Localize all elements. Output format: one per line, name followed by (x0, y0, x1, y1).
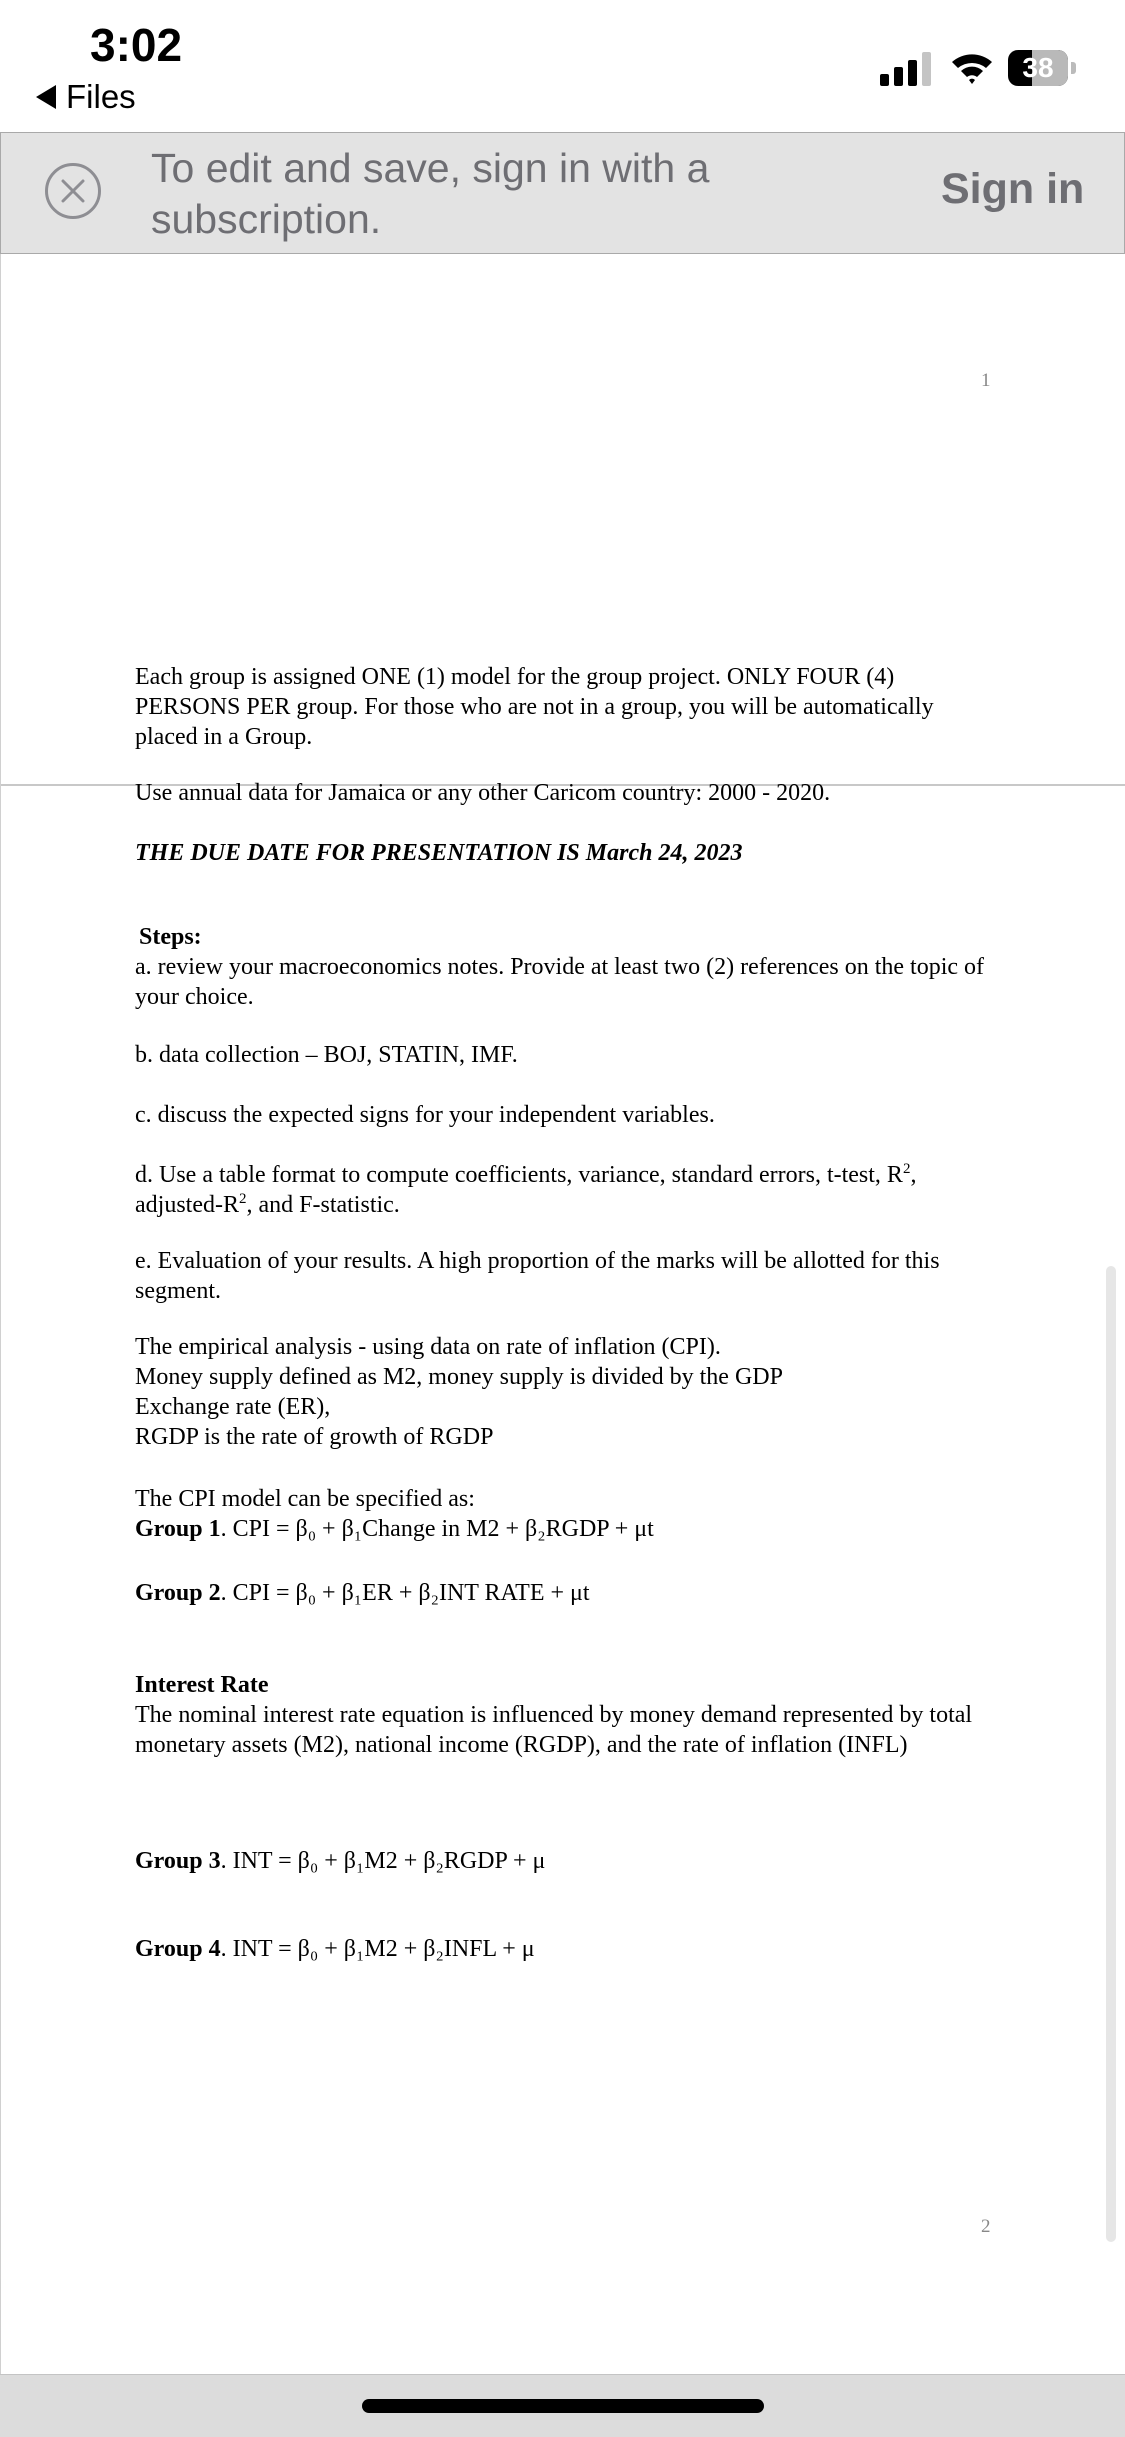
due-date: THE DUE DATE FOR PRESENTATION IS March 24, 2023 (135, 840, 743, 866)
step-c: c. discuss the expected signs for your independent variables. (135, 1102, 715, 1128)
step-e: e. Evaluation of your results. A high proportion of the marks will be allotted for this segment. (135, 1248, 940, 1304)
banner-message-line1: To edit and save, sign in with a (151, 145, 710, 191)
battery-icon (1008, 50, 1078, 86)
cpi-model (135, 1484, 654, 1544)
document-viewer[interactable] (0, 254, 1125, 2374)
wifi-icon (950, 50, 994, 86)
group-1-label: Group 1 (135, 1516, 221, 1542)
step-b: b. data collection – BOJ, STATIN, IMF. (135, 1042, 518, 1068)
group-2-equation (135, 1578, 590, 1608)
interest-rate-heading: Interest Rate (135, 1672, 269, 1698)
back-to-files-button[interactable] (36, 78, 136, 116)
group-4-label: Group 4 (135, 1936, 221, 1962)
intro-paragraph: Each group is assigned ONE (1) model for the group project. ONLY FOUR (4) PERSONS PER group. For those who are not in a group, you will be automatically placed in a Group. (135, 664, 934, 750)
page-number-1: 1 (981, 370, 991, 391)
scrollbar[interactable] (1106, 1266, 1116, 2242)
step-d-superscript-2: 2 (238, 1191, 247, 1207)
group-1-formula: . CPI = β₀ + β₁Change in M2 + β₂RGDP + μt (220, 1516, 654, 1542)
page-number-2: 2 (981, 2216, 991, 2237)
step-d-adjusted: adjusted-R (135, 1192, 239, 1218)
group-2-label: Group 2 (135, 1580, 221, 1606)
banner-message-line2: subscription. (151, 196, 382, 242)
group-1-equation (135, 1514, 654, 1544)
step-d-end: , and F-statistic. (246, 1192, 400, 1218)
empirical-line-3: Exchange rate (ER), (135, 1394, 331, 1420)
sign-in-button[interactable]: Sign in (941, 165, 1085, 213)
step-d (135, 1160, 916, 1220)
subscription-banner (0, 132, 1125, 254)
banner-message (151, 143, 791, 245)
step-d-comma: , (910, 1162, 917, 1188)
group-4-formula: . INT = β₀ + β₁M2 + β₂INFL + μ (220, 1936, 535, 1962)
group-4-equation (135, 1934, 535, 1964)
close-icon (61, 179, 85, 203)
back-arrow-icon (36, 85, 56, 109)
group-2-formula: . CPI = β₀ + β₁ER + β₂INT RATE + μt (220, 1580, 590, 1606)
back-label: Files (66, 78, 136, 115)
group-3-label: Group 3 (135, 1848, 221, 1874)
data-note: Use annual data for Jamaica or any other Caricom country: 2000 - 2020. (135, 780, 831, 806)
steps-heading: Steps: (139, 924, 202, 950)
empirical-analysis (135, 1332, 783, 1452)
status-bar (0, 0, 1125, 130)
cellular-signal-icon (880, 52, 936, 86)
group-3-equation (135, 1846, 545, 1876)
status-time: 3:02 (90, 19, 183, 71)
step-a: a. review your macroeconomics notes. Provide at least two (2) references on the topic of your choice. (135, 954, 985, 1010)
empirical-line-1: The empirical analysis - using data on rate of inflation (CPI). (135, 1334, 721, 1360)
step-d-superscript: 2 (902, 1161, 911, 1177)
cpi-model-intro: The CPI model can be specified as: (135, 1486, 475, 1512)
interest-rate-text: The nominal interest rate equation is influenced by money demand represented by total monetary assets (M2), national income (RGDP), and the rate of inflation (INFL) (135, 1702, 973, 1758)
home-indicator[interactable] (362, 2399, 764, 2413)
empirical-line-2: Money supply defined as M2, money supply is divided by the GDP (135, 1364, 783, 1390)
empirical-line-4: RGDP is the rate of growth of RGDP (135, 1424, 494, 1450)
bottom-toolbar (0, 2374, 1125, 2437)
battery-level: 38 (1022, 52, 1054, 83)
step-d-text: d. Use a table format to compute coefficients, variance, standard errors, t-test, R (135, 1162, 903, 1188)
close-banner-button[interactable] (45, 163, 101, 219)
group-3-formula: . INT = β₀ + β₁M2 + β₂RGDP + μ (220, 1848, 546, 1874)
